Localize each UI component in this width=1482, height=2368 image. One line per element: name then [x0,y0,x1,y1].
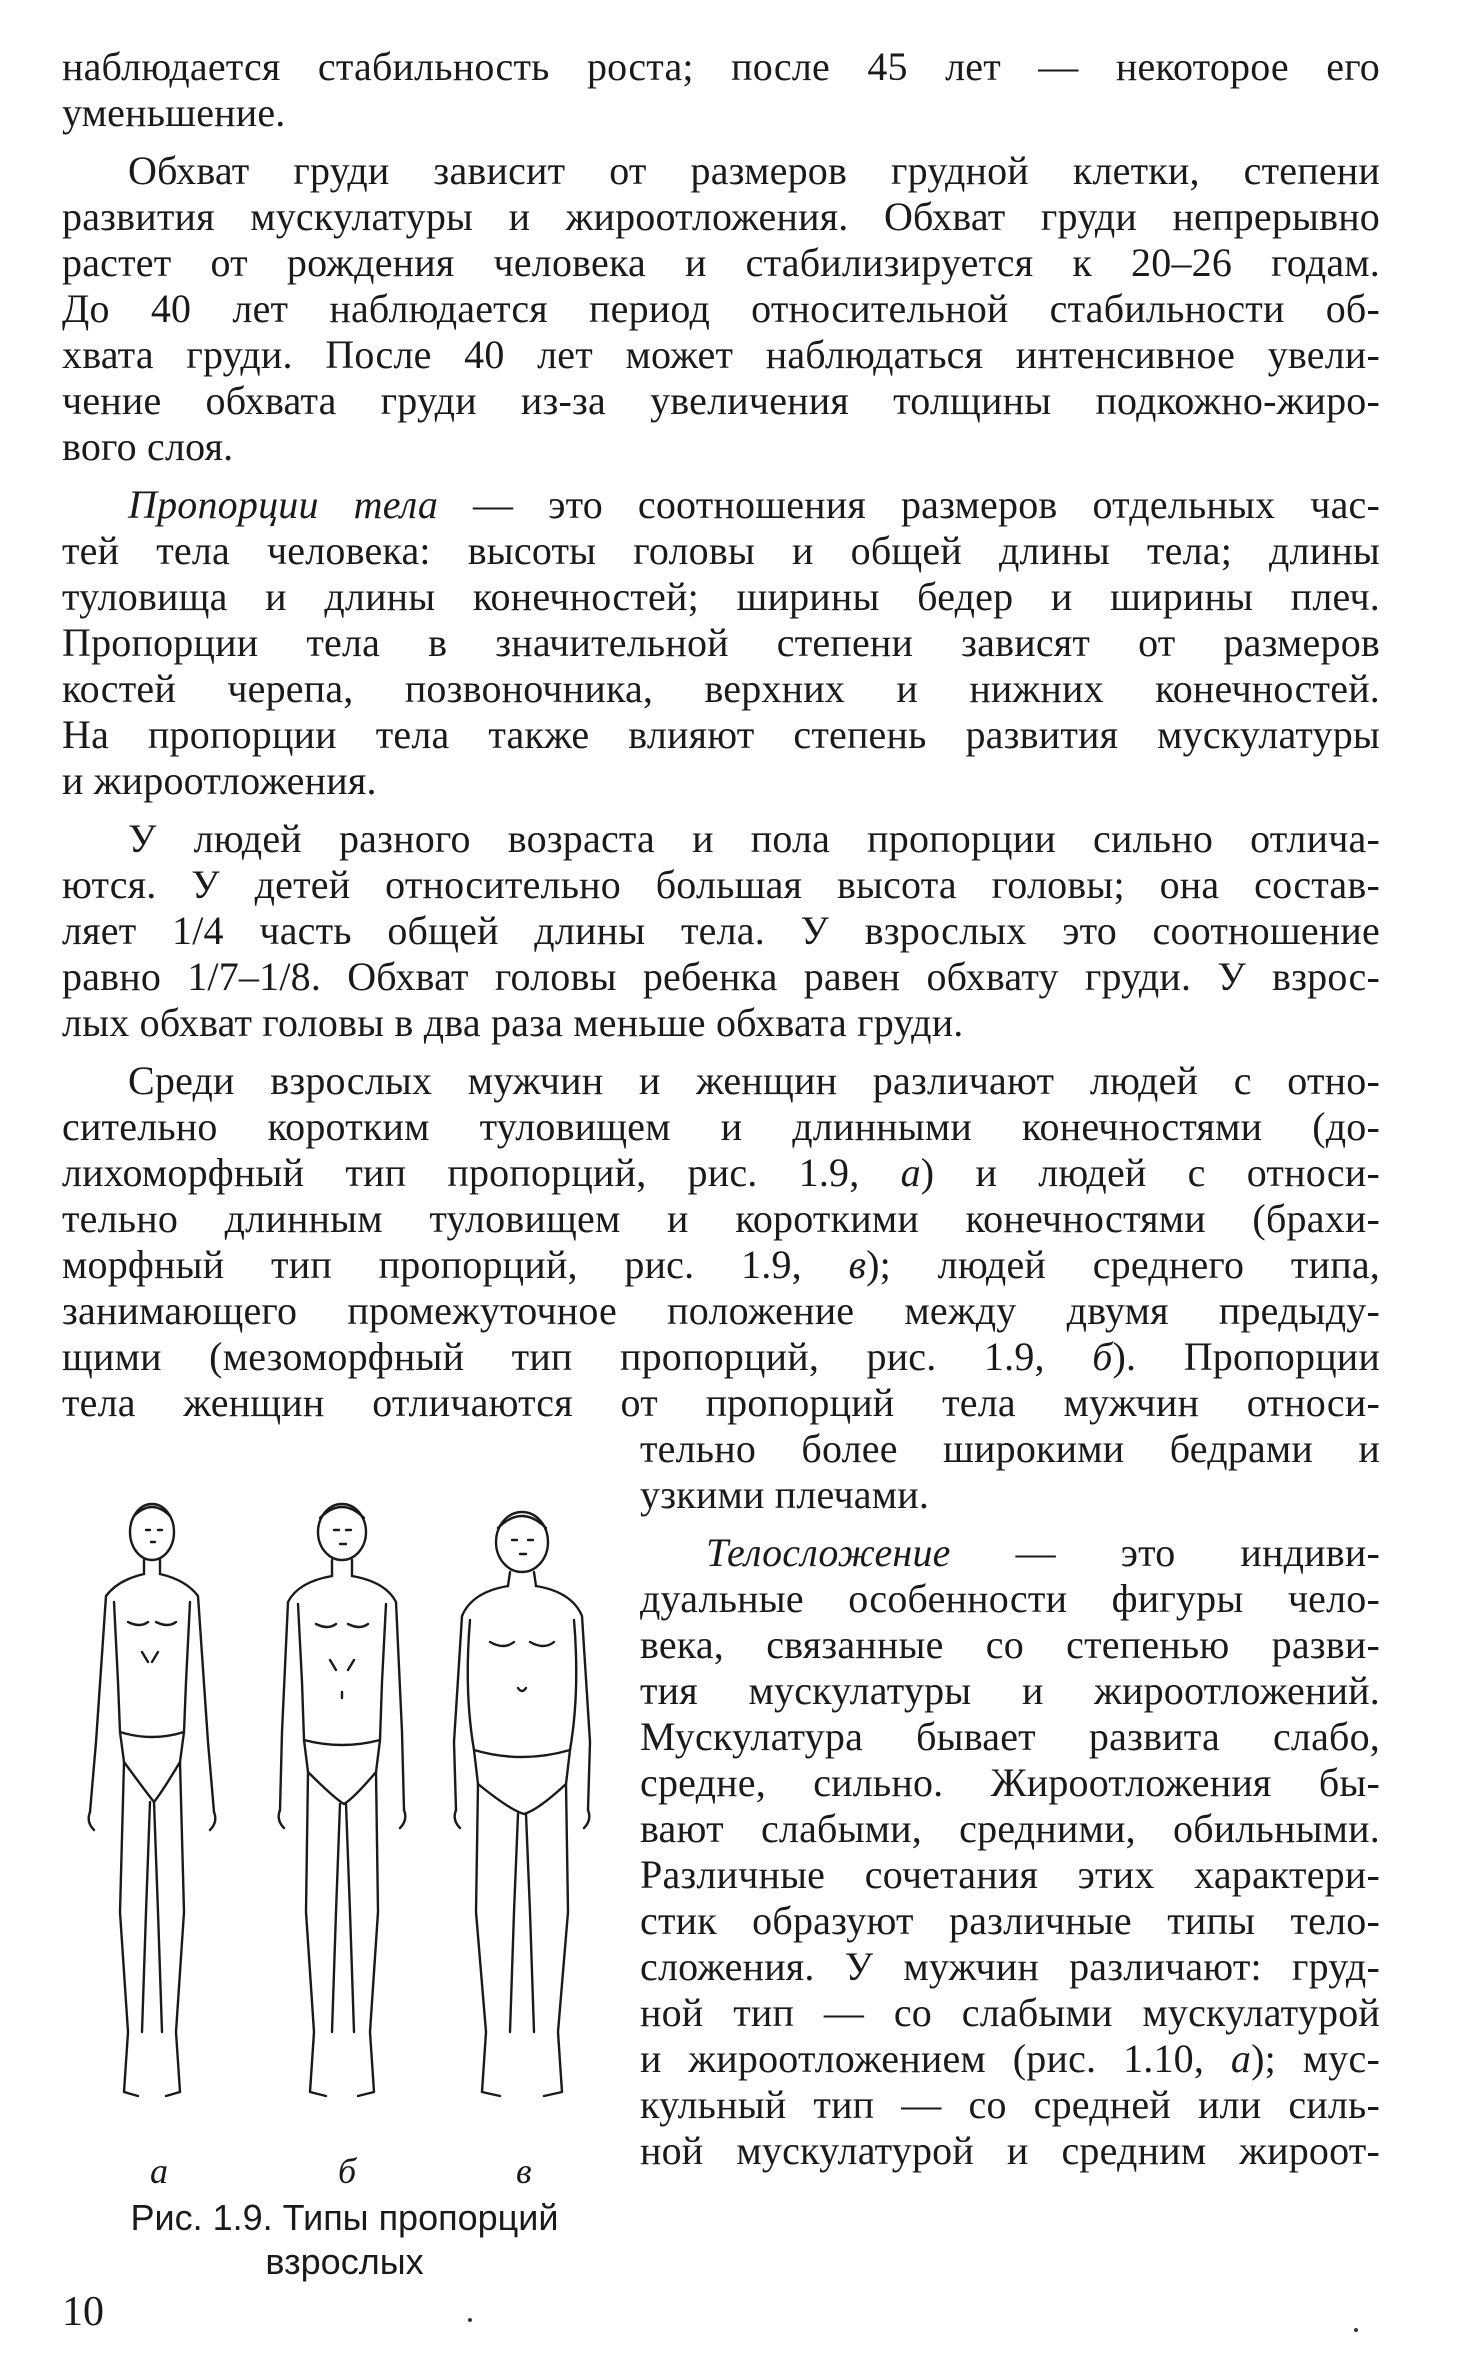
text-line: ются. У детей относительно большая высота головы; она состав- [62,862,1380,907]
text-line: вают слабыми, средними, обильными. [640,1806,1380,1851]
text-line: века, связанные со степенью разви- [640,1622,1380,1667]
text-line [640,2036,1380,2082]
figure-caption-line2: взрослых [265,2241,424,2282]
figure-label-a: а [150,2151,168,2191]
text-run: ). Пропорции [1112,1334,1381,1379]
text-line: развития мускулатуры и жироотложения. Обхват груди непрерывно [62,194,1380,239]
text-line: Различные сочетания этих характери- [640,1852,1380,1897]
text-run: — это соотношения размеров отдельных час- [438,482,1380,527]
text-line: ной мускулатурой и средним жироот- [640,2128,1380,2173]
text-line: тельно длинным туловищем и короткими конечностями (брахи- [62,1196,1380,1241]
text-run: морфный тип пропорций, рис. 1.9, [62,1242,849,1287]
text-line: До 40 лет наблюдается период относительной стабильности об- [62,286,1380,331]
page-number: 10 [62,2289,104,2335]
text-line: хвата груди. После 40 лет может наблюдаться интенсивное увели- [62,332,1380,377]
text-line: дуальные особенности фигуры чело- [640,1576,1380,1621]
text-run: и жироотложением (рис. 1.10, [640,2036,1231,2081]
text-line: стик образуют различные типы тело- [640,1898,1380,1943]
brachymorphic-figure [454,1512,590,2096]
text-run: ) и людей с относи- [920,1150,1380,1195]
text-line [128,482,1380,528]
text-line: узкими плечами. [640,1472,930,1517]
text-line [62,1242,1380,1288]
text-line: Обхват груди зависит от размеров грудной клетки, степени [128,148,1380,193]
print-speck [1354,2328,1358,2332]
figure-ref: а [1230,2036,1252,2081]
figure-ref: а [900,1150,921,1195]
figure-label-b: б [338,2151,357,2191]
text-run: — это индиви- [950,1530,1380,1575]
text-line: Пропорции тела в значительной степени зависят от размеров [62,620,1380,665]
text-run: щими (мезоморфный тип пропорций, рис. 1.9, [62,1334,1093,1379]
text-line: и жироотложения. [62,758,377,803]
text-line: лых обхват головы в два раза меньше обхвата груди. [62,1000,964,1045]
dolichomorphic-figure [89,1504,216,2096]
body-proportions-figure [62,1492,632,2212]
term-physique: Телосложение [706,1530,951,1575]
text-line: тей тела человека: высоты головы и общей длины тела; длины [62,528,1380,573]
text-line: На пропорции тела также влияют степень развития мускулатуры [62,712,1380,757]
text-line: кульный тип — со средней или силь- [640,2082,1380,2127]
figure-caption-line1: Рис. 1.9. Типы пропорций [130,2197,559,2238]
text-line: равно 1/7–1/8. Обхват головы ребенка равен обхвату груди. У взрос- [62,954,1380,999]
text-line: чение обхвата груди из-за увеличения толщины подкожно-жиро- [62,378,1380,423]
text-line: растет от рождения человека и стабилизируется к 20–26 годам. [62,240,1380,285]
text-line: тела женщин отличаются от пропорций тела мужчин относи- [62,1380,1380,1425]
text-line: У людей разного возраста и пола пропорции сильно отлича- [128,816,1380,861]
text-line [62,1150,1380,1196]
text-line: костей черепа, позвоночника, верхних и нижних конечностей. [62,666,1380,711]
text-line: сительно коротким туловищем и длинными конечностями (до- [62,1104,1380,1149]
text-run: ); людей среднего типа, [866,1242,1380,1287]
text-line: сложения. У мужчин различают: груд- [640,1944,1380,1989]
text-run: лихоморфный тип пропорций, рис. 1.9, [62,1150,901,1195]
text-line: вого слоя. [62,424,234,469]
text-line: средне, сильно. Жироотложения бы- [640,1760,1380,1805]
text-run: ); мус- [1251,2036,1380,2081]
text-line: туловища и длины конечностей; ширины бедер и ширины плеч. [62,574,1380,619]
term-body-proportions: Пропорции тела [128,482,439,527]
text-line: ляет 1/4 часть общей длины тела. У взрослых это соотношение [62,908,1380,953]
figure-ref: в [848,1242,867,1287]
text-line: ной тип — со слабыми мускулатурой [640,1990,1380,2035]
text-line: Среди взрослых мужчин и женщин различают людей с отно- [128,1058,1380,1103]
text-line: Мускулатура бывает развита слабо, [640,1714,1380,1759]
text-line: наблюдается стабильность роста; после 45 лет — некоторое его [62,44,1380,89]
print-speck [468,2318,472,2322]
figure-ref: б [1092,1334,1113,1379]
text-line: тельно более широкими бедрами и [640,1426,1380,1471]
mesomorphic-figure [279,1504,406,2096]
text-line [62,1334,1380,1380]
text-line: тия мускулатуры и жироотложений. [640,1668,1380,1713]
text-line: занимающего промежуточное положение между двумя предыду- [62,1288,1380,1333]
text-line [706,1530,1380,1576]
figure-label-v: в [516,2151,532,2191]
text-line: уменьшение. [62,90,286,135]
